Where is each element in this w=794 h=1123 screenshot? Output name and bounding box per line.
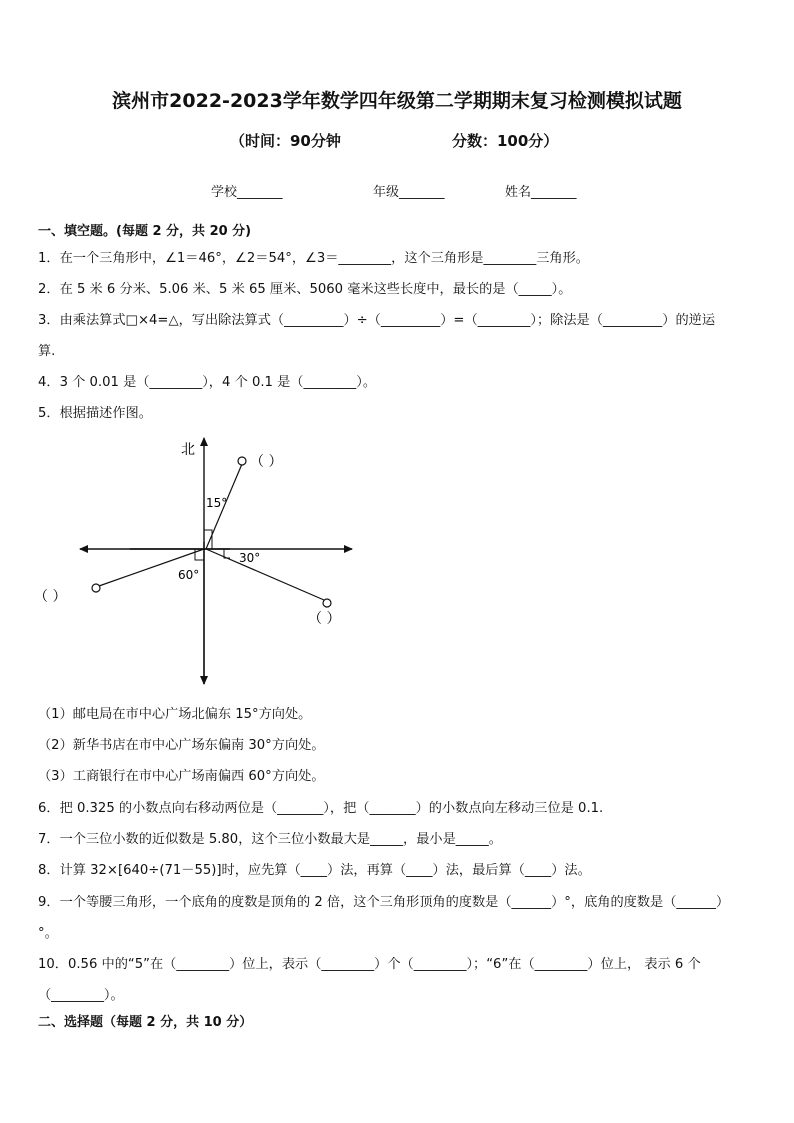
school-field: 学校_______ (211, 185, 283, 200)
direction-diagram (30, 432, 370, 692)
blank-ne: （ ） (250, 454, 283, 470)
page-title: 滨州市2022-2023学年数学四年级第二学期期末复习检测模拟试题 (112, 90, 682, 112)
question-9-cont: °。 (38, 926, 58, 941)
question-2: 2．在 5 米 6 分米、5.06 米、5 米 65 厘米、5060 毫米这些长度中，最长的是（_____）。 (38, 282, 572, 297)
section-fill-blank-title: 一、填空题。(每题 2 分，共 20 分) (38, 224, 252, 239)
question-5-2: （2）新华书店在市中心广场东偏南 30°方向处。 (38, 738, 325, 753)
blank-se: （ ） (308, 611, 341, 627)
grade-field: 年级_______ (373, 185, 445, 200)
question-4: 4．3 个 0.01 是（________），4 个 0.1 是（________）。 (38, 375, 377, 390)
question-10-cont: （________）。 (38, 988, 124, 1003)
question-10: 10．0.56 中的“5”在（________）位上，表示（________）个（________）；“6”在（________）位上， 表示 6 个 (38, 957, 701, 972)
exam-time: （时间：90分钟 (230, 132, 341, 150)
point-post-office (238, 457, 246, 465)
point-bank (92, 584, 100, 592)
name-field: 姓名_______ (505, 185, 577, 200)
angle-mark-15 (204, 530, 212, 549)
question-3: 3．由乘法算式□×4=△，写出除法算式（_________）÷（_________）=（________）；除法是（_________）的逆运 (38, 313, 716, 328)
question-1: 1．在一个三角形中，∠1＝46°，∠2＝54°，∠3＝________，这个三角形是________三角形。 (38, 251, 589, 266)
question-9: 9．一个等腰三角形，一个底角的度数是顶角的 2 倍，这个三角形顶角的度数是（______）°，底角的度数是（______） (38, 895, 730, 910)
blank-sw: （ ） (34, 589, 67, 605)
section-choice-title: 二、选择题（每题 2 分，共 10 分） (38, 1015, 253, 1030)
question-5-3: （3）工商银行在市中心广场南偏西 60°方向处。 (38, 769, 325, 784)
question-6: 6．把 0.325 的小数点向右移动两位是（_______），把（_______）的小数点向左移动三位是 0.1. (38, 801, 604, 816)
exam-score: 分数：100分） (452, 132, 559, 150)
question-7: 7．一个三位小数的近似数是 5.80，这个三位小数最大是_____，最小是_____。 (38, 832, 502, 847)
angle-15-label: 15° (206, 496, 228, 510)
question-5-1: （1）邮电局在市中心广场北偏东 15°方向处。 (38, 707, 312, 722)
angle-30-label: 30° (239, 551, 261, 565)
point-bookstore (323, 599, 331, 607)
north-label: 北 (181, 442, 195, 458)
question-3-cont: 算. (38, 344, 56, 359)
question-8: 8．计算 32×[640÷(71－55)]时，应先算（____）法，再算（____）法，最后算（____）法。 (38, 863, 591, 878)
question-5: 5．根据描述作图。 (38, 406, 152, 421)
angle-60-label: 60° (178, 568, 200, 582)
